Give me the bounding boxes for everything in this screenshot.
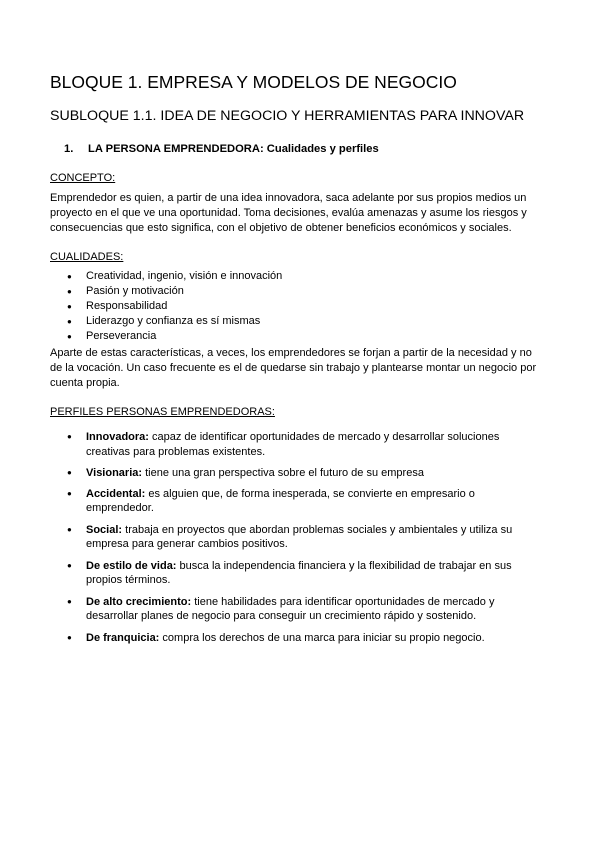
paragraph-line: de la vocación. Un caso frecuente es el de quedarse sin trabajo y plantearse montar un negocio por [50,362,537,374]
paragraph-line: Aparte de estas características, a veces, los emprendedores se forjan a partir de la necesidad y no [50,347,532,359]
profile-text: trabaja en proyectos que abordan problemas sociales y ambientales y utiliza su [125,523,513,536]
concepto-paragraph [50,191,550,236]
profile-text: emprendedor. [86,502,154,514]
profile-label: Accidental: [86,487,146,500]
list-item [50,523,550,552]
section-heading [64,142,379,156]
profile-text: desarrollar planes de negocio para conseguir un crecimiento rápido y sostenido. [86,610,477,622]
list-item: ● Responsabilidad [50,299,282,314]
paragraph-line: consecuencias que esto significa, con el objetivo de obtener beneficios económicos y sociales. [50,222,512,234]
profile-text: busca la independencia financiera y la flexibilidad de trabajar en sus [179,559,512,572]
list-item: ● Perseverancia [50,329,282,344]
profile-text: propios términos. [86,574,171,586]
list-item [50,466,550,481]
subtitle: SUBLOQUE 1.1. IDEA DE NEGOCIO Y HERRAMIENTAS PARA INNOVAR [50,108,525,124]
paragraph-line: Emprendedor es quien, a partir de una idea innovadora, saca adelante por sus propios medios un [50,192,527,204]
profile-label: De alto crecimiento: [86,595,192,608]
profile-label: De estilo de vida: [86,559,177,572]
list-item [50,631,550,646]
paragraph-line: cuenta propia. [50,377,120,389]
profile-text: tiene habilidades para identificar oportunidades de mercado y [194,595,495,608]
perfiles-list [50,430,550,645]
profile-text: empresa para generar cambios positivos. [86,538,288,550]
perfiles-title: PERFILES PERSONAS EMPRENDEDORAS: [50,406,275,418]
profile-text: compra los derechos de una marca para iniciar su propio negocio. [162,631,485,644]
profile-text: capaz de identificar oportunidades de mercado y desarrollar soluciones [152,431,500,443]
concepto-title: CONCEPTO: [50,172,116,184]
list-item [50,430,550,459]
profile-text: tiene una gran perspectiva sobre el futuro de su empresa [145,467,424,479]
cualidades-title: CUALIDADES: [50,251,124,263]
cualidades-list [50,269,282,344]
list-item [50,559,550,588]
profile-text: es alguien que, de forma inesperada, se convierte en empresario o [148,487,475,500]
list-item: ● Creatividad, ingenio, visión e innovación [50,269,282,284]
list-item: ● Pasión y motivación [50,284,282,299]
cualidades-paragraph [50,346,550,391]
list-item: ● Liderazgo y confianza es sí mismas [50,314,282,329]
paragraph-line: proyecto en el que ve una oportunidad. Toma decisiones, evalúa amenazas y asume los riesgos y [50,207,527,219]
profile-text: creativas para problemas existentes. [86,445,266,458]
section-heading-text: LA PERSONA EMPRENDEDORA: Cualidades y perfiles [88,143,379,155]
list-item [50,595,550,624]
section-number: 1. [64,143,74,155]
page-title: BLOQUE 1. EMPRESA Y MODELOS DE NEGOCIO [50,72,457,92]
profile-label: De franquicia: [86,631,160,644]
profile-label: Social: [86,523,123,536]
profile-label: Innovadora: [86,431,149,443]
list-item [50,487,550,516]
profile-label: Visionaria: [86,467,143,479]
